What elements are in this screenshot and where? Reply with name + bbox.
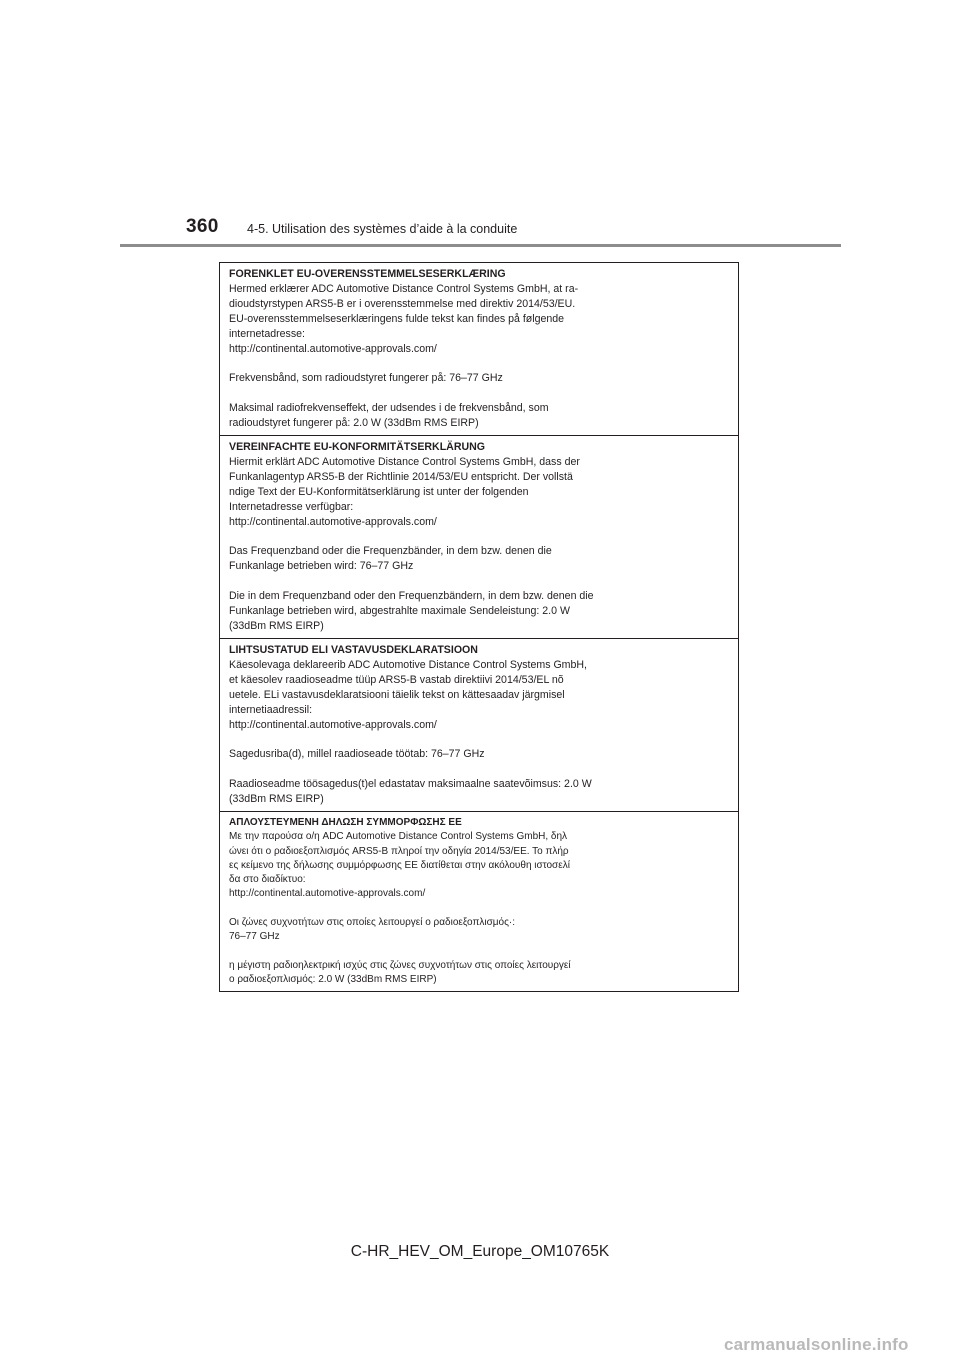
page-number: 360 [186,216,219,237]
declaration-line: Raadioseadme töösagedus(t)el edastatav maksimaalne saatevõimsus: 2.0 W [229,778,592,791]
declaration-line: ες κείμενο της δήλωσης συμμόρφωσης ΕΕ διατίθεται στην ακόλουθη ιστοσελί [229,859,570,871]
declaration-url: http://continental.automotive-approvals.com/ [229,718,437,731]
declaration-line: radioudstyret fungerer på: 2.0 W (33dBm RMS EIRP) [229,417,479,430]
declaration-line: Hermed erklærer ADC Automotive Distance Control Systems GmbH, at ra- [229,282,579,295]
declaration-line: dioudstyrstypen ARS5-B er i overensstemmelse med direktiv 2014/53/EU. [229,297,576,310]
paragraph-gap [229,762,730,777]
declaration-line: ο ραδιοεξοπλισμός: 2.0 W (33dBm RMS EIRP) [229,974,437,986]
declaration-heading: LIHTSUSTATUD ELI VASTAVUSDEKLARATSIOON [229,644,478,656]
header-rule [120,244,841,247]
declaration-line: Οι ζώνες συχνοτήτων στις οποίες λειτουργεί ο ραδιοεξοπλισμός·: [229,917,516,929]
declaration-block-greek [220,812,738,991]
paragraph-gap [229,732,730,747]
paragraph-gap [229,902,730,916]
declaration-url: http://continental.automotive-approvals.com/ [229,515,437,528]
declaration-line: (33dBm RMS EIRP) [229,619,324,632]
declaration-line: Hiermit erklärt ADC Automotive Distance Control Systems GmbH, dass der [229,455,580,468]
declaration-line: Funkanlage betrieben wird: 76–77 GHz [229,560,414,573]
declaration-line: 76–77 GHz [229,931,280,943]
declaration-line: η μέγιστη ραδιοηλεκτρική ισχύς στις ζώνες συχνοτήτων στις οποίες λειτουργεί [229,959,571,971]
declaration-line: Das Frequenzband oder die Frequenzbänder, in dem bzw. denen die [229,545,552,558]
declaration-line: uetele. ELi vastavusdeklaratsiooni täielik tekst on kättesaadav järgmisel [229,688,565,701]
declaration-line: Funkanlagentyp ARS5-B der Richtlinie 2014/53/EU entspricht. Der vollstä [229,470,573,483]
declaration-line: (33dBm RMS EIRP) [229,793,324,806]
declaration-line: internetiaadressil: [229,703,313,716]
site-watermark: carmanualsonline.info [724,1335,909,1354]
declaration-line: Internetadresse verfügbar: [229,500,354,513]
declaration-line: ώνει ότι ο ραδιοεξοπλισμός ARS5-B πληροί την οδηγία 2014/53/ΕΕ. Το πλήρ [229,845,569,857]
declaration-line: Maksimal radiofrekvenseffekt, der udsendes i de frekvensbånd, som [229,402,549,415]
declaration-block-danish [220,263,738,436]
declaration-heading: VEREINFACHTE EU-KONFORMITÄTSERKLÄRUNG [229,441,486,453]
declaration-line: Funkanlage betrieben wird, abgestrahlte maximale Sendeleistung: 2.0 W [229,604,570,617]
declaration-line: Με την παρούσα ο/η ADC Automotive Distance Control Systems GmbH, δηλ [229,831,568,843]
paragraph-gap [229,386,730,401]
section-title: 4-5. Utilisation des systèmes d’aide à la conduite [247,222,518,236]
declaration-line: EU-overensstemmelseserklæringens fulde tekst kan findes på følgende [229,312,565,325]
declaration-heading: ΑΠΛΟΥΣΤΕΥΜΕΝΗ ΔΗΛΩΣΗ ΣΥΜΜΟΡΦΩΣΗΣ ΕΕ [229,817,462,828]
declaration-line: Sagedusriba(d), millel raadioseade töötab: 76–77 GHz [229,748,485,761]
declaration-line: δα στο διαδίκτυο: [229,874,306,886]
declaration-heading: FORENKLET EU-OVERENSSTEMMELSESERKLÆRING [229,268,506,280]
paragraph-gap [229,356,730,371]
declaration-url: http://continental.automotive-approvals.com/ [229,888,426,900]
declaration-url: http://continental.automotive-approvals.com/ [229,342,437,355]
declaration-line: Käesolevaga deklareerib ADC Automotive Distance Control Systems GmbH, [229,658,587,671]
paragraph-gap [229,529,730,544]
declaration-block-german [220,436,738,639]
declaration-line: et käesolev raadioseadme tüüp ARS5-B vastab direktiivi 2014/53/EL nõ [229,673,564,686]
declaration-block-estonian [220,639,738,812]
declaration-line: ndige Text der EU-Konformitätserklärung ist unter der folgenden [229,485,529,498]
declaration-line: internetadresse: [229,327,305,340]
declaration-line: Die in dem Frequenzband oder den Frequenzbändern, in dem bzw. denen die [229,590,594,603]
declaration-table [219,262,739,992]
footer-document-id: C-HR_HEV_OM_Europe_OM10765K [350,1243,610,1260]
paragraph-gap [229,574,730,589]
paragraph-gap [229,945,730,959]
declaration-line: Frekvensbånd, som radioudstyret fungerer på: 76–77 GHz [229,372,503,385]
